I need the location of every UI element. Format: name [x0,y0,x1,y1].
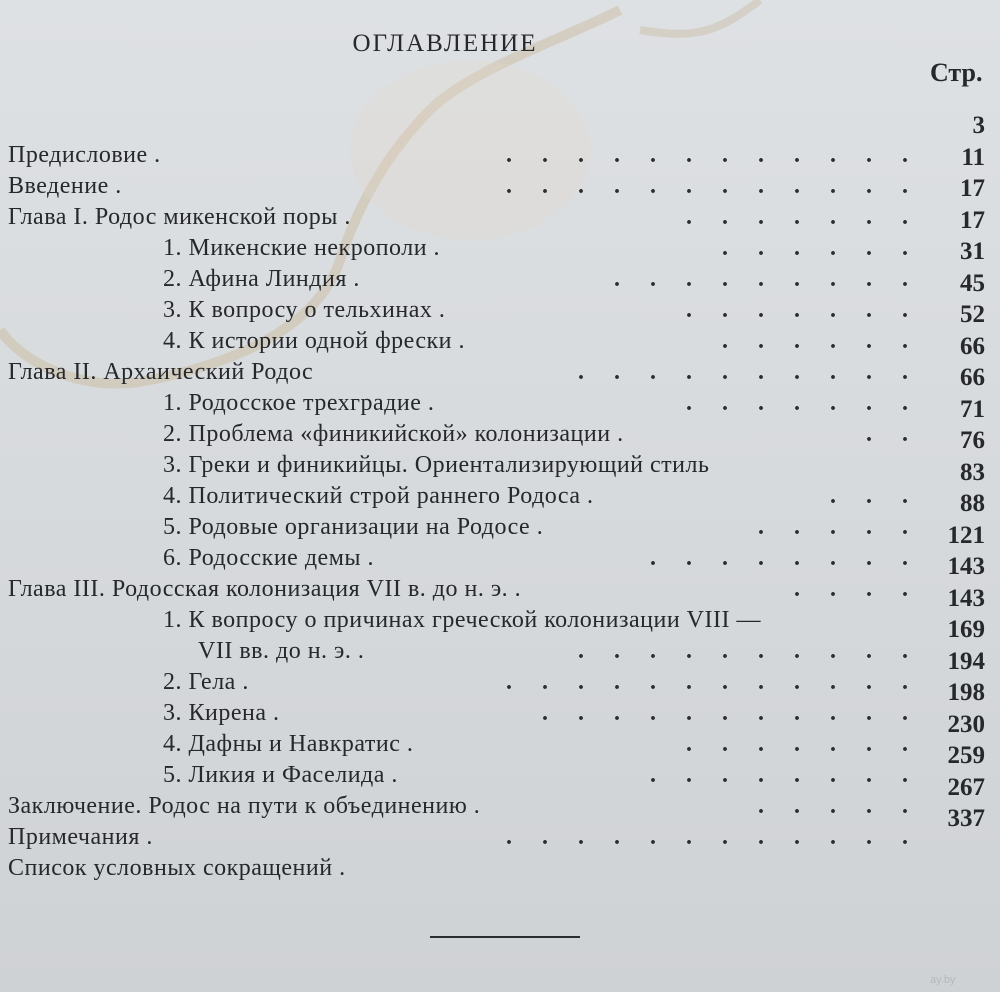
toc-entry [8,853,908,884]
dot-leader: . . . . . . . . [650,762,908,788]
toc-entry-text: Список условных сокращений . [8,855,346,881]
toc-entry [8,481,908,512]
toc-entry-text: 3. К вопросу о тельхинах . [163,297,446,323]
toc-entry-text: 4. Дафны и Навкратис . [163,731,414,757]
toc-entry [8,388,908,419]
dot-leader: . . . . . . . . . . . . [506,142,908,168]
page-number: 66 [960,332,985,360]
toc-entry [8,171,908,202]
page-number: 121 [947,521,985,549]
page-number: 143 [947,553,985,580]
toc-entry-text: 4. К истории одной фрески . [163,328,466,354]
table-of-contents [8,140,908,884]
watermark: ay.by [930,974,956,986]
toc-entry [8,543,908,574]
toc-entry [8,729,908,760]
toc-entry [8,326,908,357]
page-number: 194 [947,647,985,675]
toc-entry-text: Глава III. Родосская колонизация VII в. до н. э. . [8,576,522,602]
toc-entry-text: 4. Политический строй раннего Родоса . [163,483,594,509]
page-number: 143 [947,584,985,612]
page-number: 17 [960,175,985,202]
toc-entry [8,512,908,543]
dot-leader: . . . . . . . . . . [578,359,908,385]
toc-entry-text: 2. Проблема «финикийской» колонизации . [163,421,624,447]
page-title: ОГЛАВЛЕНИЕ [352,30,538,57]
toc-entry-text: 5. Родовые организации на Родосе . [163,514,544,540]
toc-entry-text: 5. Ликия и Фаселида . [163,762,398,788]
dot-leader: . . . . . [758,514,908,540]
toc-entry-text: 1. К вопросу о причинах греческой колонизации VIII — [163,607,761,633]
page-number: 17 [960,206,985,234]
dot-leader: . . . . . . . [686,731,908,757]
toc-entry [8,574,908,605]
toc-entry [8,295,908,326]
toc-entry [8,450,908,481]
dot-leader: . . . . . . . [686,204,908,230]
page-number: 198 [947,679,985,706]
toc-entry-text: 3. Кирена . [163,700,280,726]
dot-leader: . . . . . . . . . . [578,638,908,664]
page-number: 169 [947,616,985,643]
page-number: 52 [960,301,985,328]
page-number: 3 [972,112,985,139]
toc-entry [8,760,908,791]
page-number: 230 [947,710,985,738]
toc-entry-text: Глава I. Родос микенской поры . [8,204,351,230]
dot-leader: . . . . . . [722,235,908,261]
page-number: 88 [960,490,985,517]
dot-leader: . . . . . . . . . . . . [506,824,908,850]
toc-entry-text: 2. Гела . [163,669,249,695]
dot-leader: . . . . . . . . . . . . [506,669,908,695]
toc-entry [8,202,908,233]
page-number: 76 [960,427,985,454]
toc-entry-text: 2. Афина Линдия . [163,266,360,292]
toc-entry-text: Предисловие . [8,142,161,168]
page-number: 31 [960,238,985,265]
toc-entry-text: Заключение. Родос на пути к объединению . [8,793,481,819]
toc-entry [8,822,908,853]
page-number: 83 [960,458,985,486]
toc-entry-text: 6. Родосские демы . [163,545,375,571]
toc-entry [8,233,908,264]
toc-entry [8,140,908,171]
page-number: 71 [960,395,985,423]
toc-entry-text: 1. Микенские некрополи . [163,235,441,261]
dot-leader: . . . . [794,576,908,602]
dot-leader: . . . . . . . . . [614,266,908,292]
toc-entry-text: Введение . [8,173,122,199]
page-number: 259 [947,742,985,769]
toc-entry-text: Примечания . [8,824,153,850]
page-number: 66 [960,364,985,391]
page-number: 11 [961,143,985,171]
toc-entry [8,357,908,388]
dot-leader: . . . . . . . [686,297,908,323]
page-number: 337 [947,805,985,832]
page-column-header: Стр. [930,58,983,87]
dot-leader: . . . . . [758,793,908,819]
dot-leader: . . [866,421,908,447]
dot-leader: . . . . . . [722,328,908,354]
dot-leader: . . . [830,483,908,509]
toc-entry-text: 3. Греки и финикийцы. Ориентализирующий стиль [163,452,710,478]
end-rule [430,936,580,938]
toc-entry-text: Глава II. Архаический Родос [8,359,314,385]
page-number: 45 [960,269,985,297]
toc-entry-text: 1. Родосское трехградие . [163,390,435,416]
toc-entry [8,419,908,450]
dot-leader: . . . . . . . [686,390,908,416]
toc-entry [8,667,908,698]
dot-leader: . . . . . . . . [650,545,908,571]
page-number-column [905,110,995,835]
dot-leader: . . . . . . . . . . . [542,700,908,726]
toc-entry-text: VII вв. до н. э. . [198,638,365,664]
dot-leader: . . . . . . . . . . . . [506,173,908,199]
toc-entry [8,264,908,295]
page-number: 267 [947,773,985,801]
toc-entry [8,698,908,729]
toc-entry [8,791,908,822]
toc-entry [8,605,908,636]
toc-entry [8,636,908,667]
